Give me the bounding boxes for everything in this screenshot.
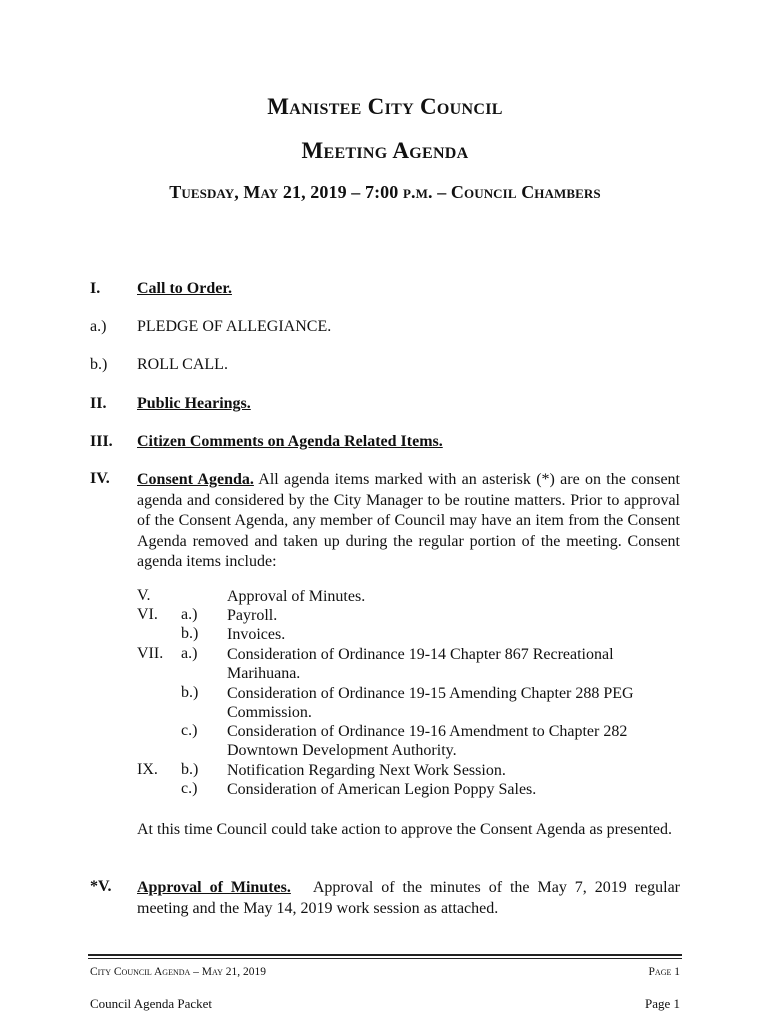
page-subtitle: Meeting Agenda (301, 138, 469, 163)
consent-letter: a.) (181, 645, 198, 662)
consent-letter: b.) (181, 761, 199, 778)
item-number: b.) (90, 356, 108, 373)
consent-agenda-body: All agenda items marked with an asterisk (*) are on the consent agenda and considered by the City Manager to be routine matters. Prior to approval of the Consent Agenda, any member of Council may have an item from the Consent Agenda removed and taken up during the regular portion of the meeting. Consent agenda items include: (137, 471, 681, 570)
consent-roman: VI. (137, 606, 158, 623)
consent-item-invoices: Invoices. (227, 626, 286, 643)
consent-item-line: Downtown Development Authority. (227, 742, 457, 759)
consent-roman: VII. (137, 645, 164, 662)
consent-roman: V. (137, 587, 151, 604)
consent-item-payroll: Payroll. (227, 607, 278, 624)
consent-letter: c.) (181, 722, 198, 739)
consent-item-line: Consideration of Ordinance 19-14 Chapter 867 Recreational (227, 646, 614, 663)
consent-item-minutes: Approval of Minutes. (227, 588, 366, 605)
consent-item-ordinance-19-15 (227, 684, 634, 722)
item-number: a.) (90, 318, 107, 335)
consent-item-line: Consideration of Ordinance 19-15 Amending Chapter 288 PEG (227, 685, 634, 702)
consent-letter: b.) (181, 625, 199, 642)
consent-letter: a.) (181, 606, 198, 623)
consent-roman: IX. (137, 761, 158, 778)
consent-item-line: Commission. (227, 704, 312, 721)
consent-item-work-session: Notification Regarding Next Work Session. (227, 762, 506, 779)
footer-divider (88, 954, 682, 956)
footer-left: City Council Agenda – May 21, 2019 (90, 966, 266, 978)
item-call-to-order: Call to Order. (137, 280, 232, 297)
packet-label: Council Agenda Packet (90, 996, 213, 1011)
minutes-body: Approval of the minutes of the May 7, 2019 regular meeting and the May 14, 2019 work session as attached. (137, 879, 681, 917)
minutes-title: Approval of Minutes. (137, 879, 291, 896)
consent-agenda-paragraph (137, 470, 680, 573)
item-pledge: PLEDGE OF ALLEGIANCE. (137, 318, 332, 335)
consent-item-line: Marihuana. (227, 665, 301, 682)
consent-item-ordinance-19-16 (227, 722, 627, 760)
consent-agenda-title: Consent Agenda. (137, 471, 254, 488)
consent-item-poppy-sales: Consideration of American Legion Poppy Sales. (227, 781, 537, 798)
footer-divider (88, 958, 682, 959)
item-number: *V. (90, 878, 112, 895)
item-number: III. (90, 433, 113, 450)
consent-letter: c.) (181, 780, 198, 797)
meeting-info: Tuesday, May 21, 2019 – 7:00 p.m. – Council Chambers (169, 182, 601, 202)
consent-item-line: Consideration of Ordinance 19-16 Amendment to Chapter 282 (227, 723, 628, 740)
item-number: II. (90, 395, 107, 412)
item-roll-call: ROLL CALL. (137, 356, 228, 373)
page-title: Manistee City Council (267, 94, 503, 119)
consent-item-ordinance-19-14 (227, 645, 614, 683)
item-citizen-comments: Citizen Comments on Agenda Related Items. (137, 433, 443, 450)
packet-page: Page 1 (644, 996, 680, 1011)
item-number: IV. (90, 470, 110, 487)
consent-letter: b.) (181, 684, 199, 701)
consent-closing: At this time Council could take action to approve the Consent Agenda as presented. (137, 821, 672, 838)
minutes-paragraph (137, 878, 680, 919)
footer-page: Page 1 (648, 966, 680, 978)
item-public-hearings: Public Hearings. (137, 395, 251, 412)
item-number: I. (90, 280, 101, 297)
